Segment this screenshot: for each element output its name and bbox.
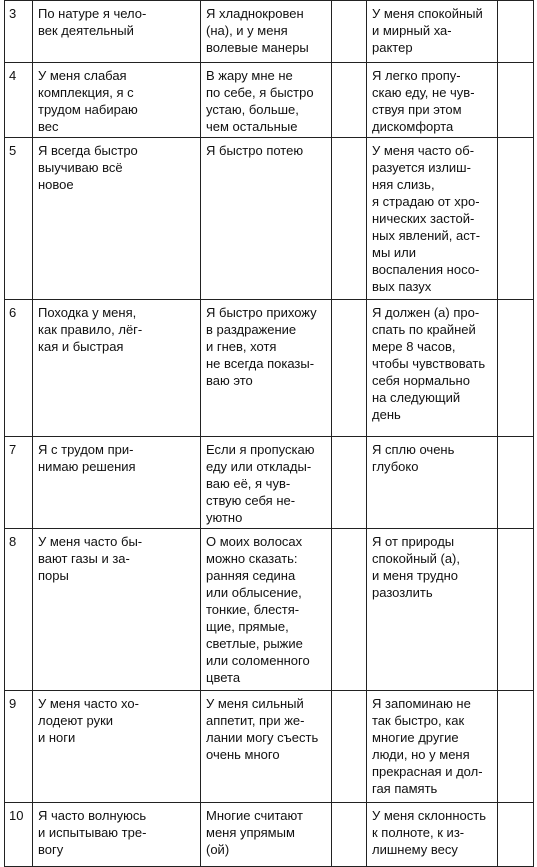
- statement-column-b: Если я пропускаю еду или отклады- ваю её, я чув- ствую себя не- уютно: [201, 437, 332, 529]
- statement-column-b: О моих волосах можно сказать: ранняя седина или облысение, тонкие, блестя- щие, прямые, светлые, рыжие или соломенного цвета: [201, 529, 332, 691]
- score-cell-c: [498, 63, 534, 138]
- row-number: 8: [5, 529, 33, 691]
- score-cell-b: [332, 803, 367, 867]
- score-cell-c: [498, 529, 534, 691]
- score-cell-b: [332, 138, 367, 300]
- statement-column-a: Я всегда быстро выучиваю всё новое: [33, 138, 201, 300]
- table-body: [5, 1, 534, 867]
- questionnaire-table: [4, 0, 534, 867]
- statement-column-a: По натуре я чело- век деятельный: [33, 1, 201, 63]
- score-cell-b: [332, 529, 367, 691]
- row-number: 3: [5, 1, 33, 63]
- score-cell-b: [332, 691, 367, 803]
- score-cell-b: [332, 300, 367, 437]
- statement-column-b: Многие считают меня упрямым (ой): [201, 803, 332, 867]
- statement-column-c: У меня часто об- разуется излиш- няя слизь, я страдаю от хро- нических застой- ных явлений, аст- мы или воспаления носо- вых пазух: [367, 138, 498, 300]
- statement-column-c: Я легко пропу- скаю еду, не чув- ствуя при этом дискомфорта: [367, 63, 498, 138]
- table-row: [5, 437, 534, 529]
- score-cell-b: [332, 1, 367, 63]
- table-row: [5, 138, 534, 300]
- score-cell-c: [498, 1, 534, 63]
- statement-column-c: У меня склонность к полноте, к из- лишнему весу: [367, 803, 498, 867]
- table-row: [5, 63, 534, 138]
- row-number: 5: [5, 138, 33, 300]
- statement-column-b: В жару мне не по себе, я быстро устаю, больше, чем остальные: [201, 63, 332, 138]
- score-cell-b: [332, 63, 367, 138]
- statement-column-c: Я сплю очень глубоко: [367, 437, 498, 529]
- score-cell-c: [498, 300, 534, 437]
- score-cell-c: [498, 437, 534, 529]
- statement-column-b: У меня сильный аппетит, при же- лании могу съесть очень много: [201, 691, 332, 803]
- row-number: 6: [5, 300, 33, 437]
- statement-column-a: Я часто волнуюсь и испытываю тре- вогу: [33, 803, 201, 867]
- statement-column-c: Я должен (а) про- спать по крайней мере 8 часов, чтобы чувствовать себя нормально на следующий день: [367, 300, 498, 437]
- statement-column-a: Походка у меня, как правило, лёг- кая и быстрая: [33, 300, 201, 437]
- table-row: [5, 529, 534, 691]
- table-row: [5, 803, 534, 867]
- table-row: [5, 691, 534, 803]
- statement-column-a: Я с трудом при- нимаю решения: [33, 437, 201, 529]
- statement-column-c: У меня спокойный и мирный ха- рактер: [367, 1, 498, 63]
- row-number: 7: [5, 437, 33, 529]
- statement-column-a: У меня часто хо- лодеют руки и ноги: [33, 691, 201, 803]
- table-row: [5, 300, 534, 437]
- score-cell-c: [498, 803, 534, 867]
- statement-column-c: Я от природы спокойный (а), и меня трудно разозлить: [367, 529, 498, 691]
- row-number: 4: [5, 63, 33, 138]
- statement-column-b: Я быстро прихожу в раздражение и гнев, хотя не всегда показы- ваю это: [201, 300, 332, 437]
- statement-column-c: Я запоминаю не так быстро, как многие другие люди, но у меня прекрасная и дол- гая память: [367, 691, 498, 803]
- statement-column-a: У меня часто бы- вают газы и за- поры: [33, 529, 201, 691]
- score-cell-c: [498, 138, 534, 300]
- score-cell-c: [498, 691, 534, 803]
- statement-column-a: У меня слабая комплекция, я с трудом набираю вес: [33, 63, 201, 138]
- statement-column-b: Я хладнокровен (на), и у меня волевые манеры: [201, 1, 332, 63]
- row-number: 9: [5, 691, 33, 803]
- table-row: [5, 1, 534, 63]
- score-cell-b: [332, 437, 367, 529]
- statement-column-b: Я быстро потею: [201, 138, 332, 300]
- row-number: 10: [5, 803, 33, 867]
